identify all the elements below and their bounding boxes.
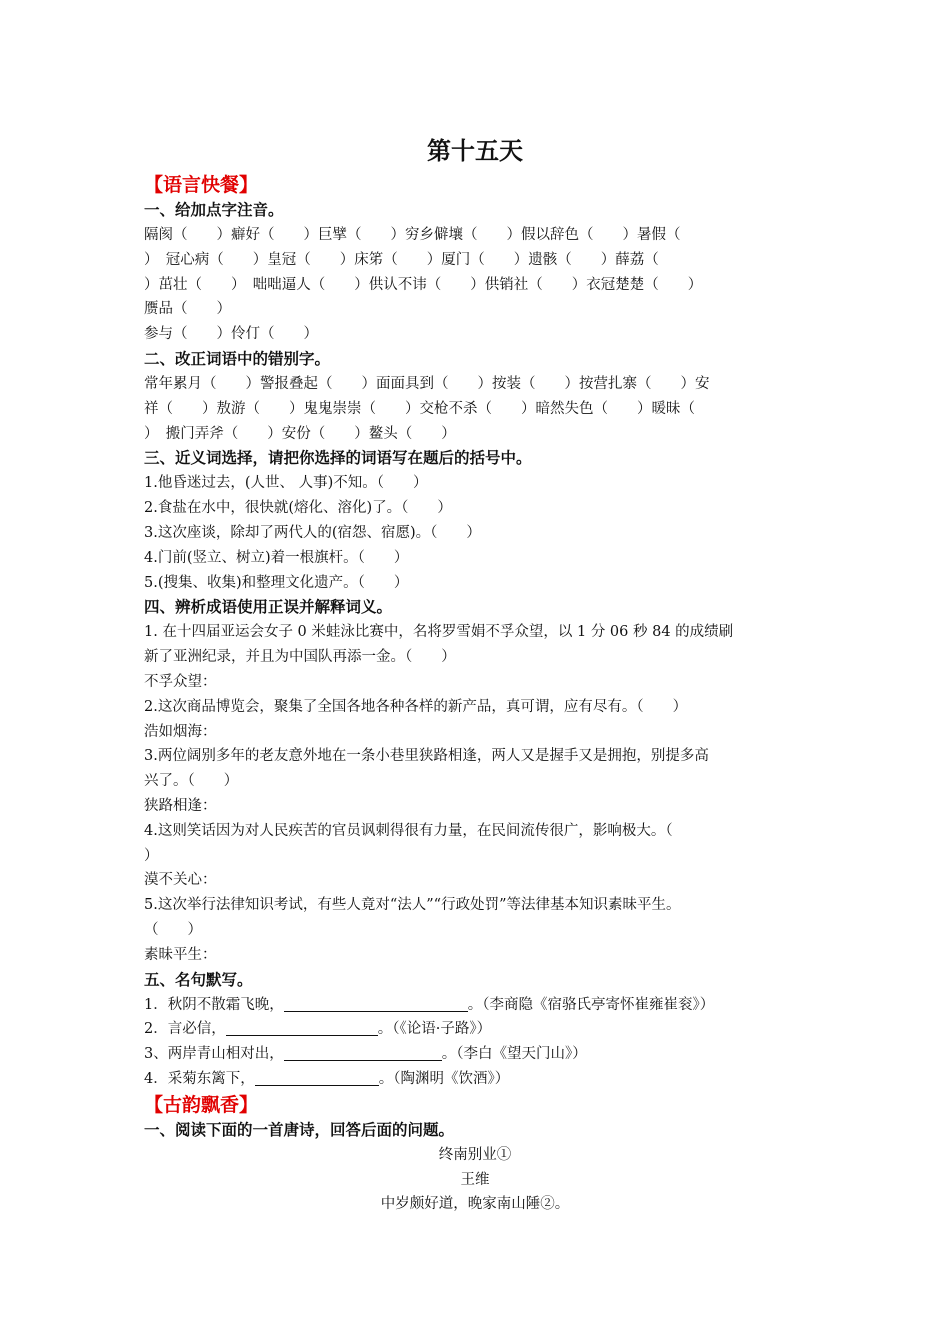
recitation-source: 。（《论语·子路》） (377, 1021, 492, 1038)
worksheet-page (144, 130, 806, 1217)
answer-blank[interactable] (255, 1070, 379, 1086)
poem-title: 终南别业① (438, 1146, 512, 1163)
q4-line: 5.这次举行法律知识考试，有些人竟对“法人”“行政处罚”等法律基本知识素昧平生。 (144, 897, 681, 914)
q4-line: 狭路相逢： (144, 797, 217, 814)
question-2-heading: 二、改正词语中的错别字。 (144, 349, 331, 368)
question-5-heading: 五、名句默写。 (144, 970, 253, 989)
reading-heading: 一、阅读下面的一首唐诗，回答后面的问题。 (144, 1120, 455, 1139)
q1-line: ）茁壮（ ） 咄咄逼人（ ）供认不讳（ ）供销社（ ）衣冠楚楚（ ） (144, 276, 703, 293)
q4-line: （ ） (144, 921, 202, 938)
q1-line: 参与（ ）伶仃（ ） (144, 326, 318, 343)
answer-blank[interactable] (284, 996, 468, 1012)
recitation-prompt: 4．采菊东篱下， (144, 1070, 255, 1087)
q4-line: 3.两位阔别多年的老友意外地在一条小巷里狭路相逢，两人又是握手又是拥抱，别提多高 (144, 748, 709, 765)
q4-line: ） (144, 847, 159, 864)
recitation-item (144, 993, 806, 1018)
q4-line: 新了亚洲纪录，并且为中国队再添一金。（ ） (144, 649, 456, 666)
q3-line: 1.他昏迷过去，(人世、 人事)不知。（ ） (144, 475, 428, 492)
recitation-source: 。（李白《望天门山》） (441, 1046, 587, 1063)
q4-line: 不孚众望： (144, 673, 217, 690)
q4-line: 浩如烟海： (144, 723, 217, 740)
recitation-item (144, 1067, 806, 1092)
q4-line: 兴了。（ ） (144, 773, 239, 790)
question-1-heading: 一、给加点字注音。 (144, 201, 284, 219)
answer-blank[interactable] (226, 1020, 378, 1036)
recitation-source: 。（李商隐《宿骆氏亭寄怀崔雍崔衮》） (467, 996, 715, 1013)
q4-line: 2.这次商品博览会，聚集了全国各地各种各样的新产品，真可谓，应有尽有。（ ） (144, 698, 688, 715)
poem-line: 中岁颇好道，晚家南山陲②。 (380, 1196, 570, 1213)
q3-line: 2.食盐在水中，很快就(熔化、溶化)了。（ ） (144, 500, 452, 517)
q3-line: 5.(搜集、收集)和整理文化遗产。（ ） (144, 574, 409, 591)
recitation-prompt: 1．秋阴不散霜飞晚， (144, 996, 284, 1013)
q2-line: 祥（ ）敖游（ ）鬼鬼崇崇（ ）交枪不杀（ ）暗然失色（ ）暖昧（ (144, 400, 695, 417)
section-heading-language: 【语言快餐】 (144, 174, 259, 196)
q3-line: 3.这次座谈，除却了两代人的(宿怨、宿愿)。（ ） (144, 524, 481, 541)
poem-author: 王维 (460, 1171, 490, 1188)
question-4-heading: 四、辨析成语使用正误并解释词义。 (144, 598, 393, 617)
recitation-prompt: 2．言必信， (144, 1021, 226, 1038)
section-heading-poetry: 【古韵飘香】 (144, 1093, 259, 1116)
q2-line: ） 搬门弄斧（ ）安份（ ）鳌头（ ） (144, 425, 456, 442)
recitation-prompt: 3、两岸青山相对出， (144, 1046, 284, 1063)
recitation-item (144, 1042, 806, 1067)
answer-blank[interactable] (284, 1045, 442, 1061)
q4-line: 漠不关心： (144, 872, 217, 889)
q1-line: 赝品（ ） (144, 301, 231, 318)
q2-line: 常年累月（ ）警报叠起（ ）面面具到（ ）按装（ ）按营扎寨（ ）安 (144, 375, 710, 392)
page-title: 第十五天 (427, 137, 523, 165)
question-3-heading: 三、近义词选择，请把你选择的词语写在题后的括号中。 (144, 449, 532, 468)
recitation-source: 。（陶渊明《饮酒》） (378, 1070, 510, 1087)
q1-line: ） 冠心病（ ）皇冠（ ）床笫（ ）厦门（ ）遗骸（ ）薛荔（ (144, 251, 659, 268)
q4-line: 4.这则笑话因为对人民疾苦的官员讽刺得很有力量，在民间流传很广，影响极大。（ (144, 822, 673, 839)
q4-line: 1. 在十四届亚运会女子 0 米蛙泳比赛中，名将罗雪娟不孚众望，以 1 分 06 秒 84 的成绩刷 (144, 624, 734, 641)
q4-line: 素昧平生： (144, 946, 217, 963)
recitation-item (144, 1017, 806, 1042)
q1-line: 隔阂（ ）癖好（ ）巨擘（ ）穷乡僻壤（ ）假以辞色（ ）暑假（ (144, 227, 681, 243)
q3-line: 4.门前(竖立、树立)着一根旗杆。（ ） (144, 549, 409, 566)
